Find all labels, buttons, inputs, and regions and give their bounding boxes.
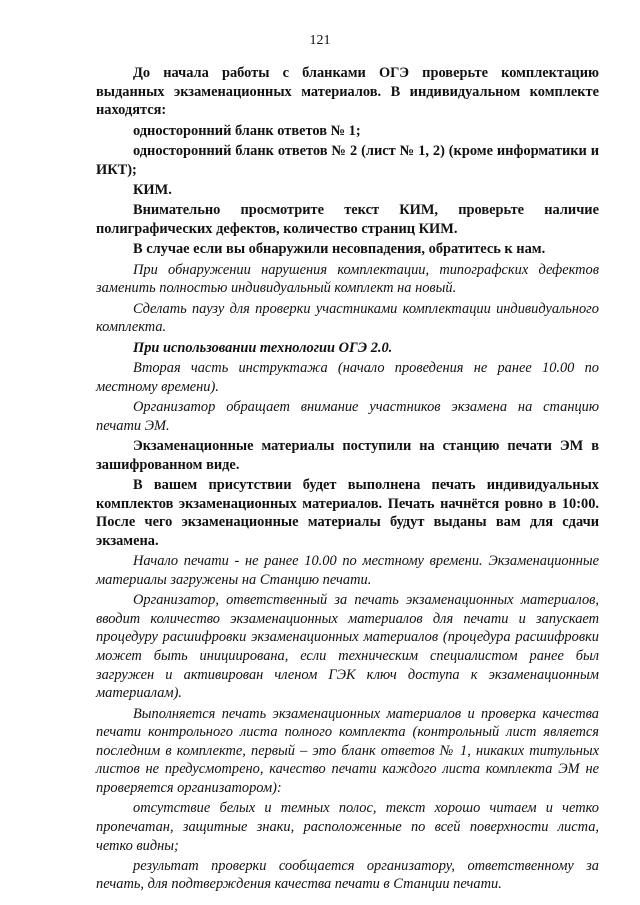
oge-2-heading: При использовании технологии ОГЭ 2.0. [133,339,393,356]
quality-check-note: Выполняется печать экзаменационных материалов и проверка качества печати контрольного листа полного комплекта (контрольный лист является последним в комплекте, первый – это бланк ответов № 1, никаких титульных листов не предусмотрено, качество печати каждого листа комплекта ЭМ не проверяется организатором): [96,705,599,796]
result-report-note: результат проверки сообщается организатору, ответственному за печать, для подтверждения качества печати в Станции печати. [96,857,599,893]
document-body [96,64,599,896]
defects-note: При обнаружении нарушения комплектации, типографских дефектов заменить полностью индивидуальный комплект на новый. [96,261,599,297]
mismatch-paragraph: В случае если вы обнаружили несовпадения, обратитесь к нам. [133,241,546,258]
second-part-note: Вторая часть инструктажа (начало проведения не ранее 10.00 по местному времени). [96,360,599,395]
print-start-note: Начало печати - не ранее 10.00 по местному времени. Экзаменационные материалы загружены на Станцию печати. [96,553,599,588]
intro-paragraph: До начала работы с бланками ОГЭ проверьте комплектацию выданных экзаменационных материалов. В индивидуальном комплекте находятся: [96,65,599,119]
printing-paragraph: В вашем присутствии будет выполнена печать индивидуальных комплектов экзаменационных материалов. Печать начнётся ровно в 10:00. После чего экзаменационные материалы будут выданы вам для сдачи экзамена. [96,477,599,549]
print-station-note: Организатор обращает внимание участников экзамена на станцию печати ЭМ. [96,399,599,434]
list-item-answer-form-2: односторонний бланк ответов № 2 (лист № 1, 2) (кроме информатики и ИКТ); [96,142,599,178]
page-number: 121 [309,33,331,48]
quality-criteria-note: отсутствие белых и темных полос, текст хорошо читаем и четко пропечатан, защитные знаки, расположенные по всей поверхности листа, четко видны; [96,800,599,854]
check-kim-paragraph: Внимательно просмотрите текст КИМ, проверьте наличие полиграфических дефектов, количество страниц КИМ. [96,202,599,237]
organizer-note: Организатор, ответственный за печать экзаменационных материалов, вводит количество экзаменационных материалов для печати и запускает процедуру расшифровки экзаменационных материалов (процедура расшифровки может быть инициирована, если техническим специалистом ранее был загружен и активирован членом ГЭК ключ доступа к экзаменационным материалам). [96,592,599,702]
pause-note: Сделать паузу для проверки участниками комплектации индивидуального комплекта. [96,300,599,336]
encrypted-materials-paragraph: Экзаменационные материалы поступили на станцию печати ЭМ в зашифрованном виде. [96,438,599,473]
list-item-answer-form-1: односторонний бланк ответов № 1; [133,122,361,139]
list-item-kim: КИМ. [133,181,172,198]
